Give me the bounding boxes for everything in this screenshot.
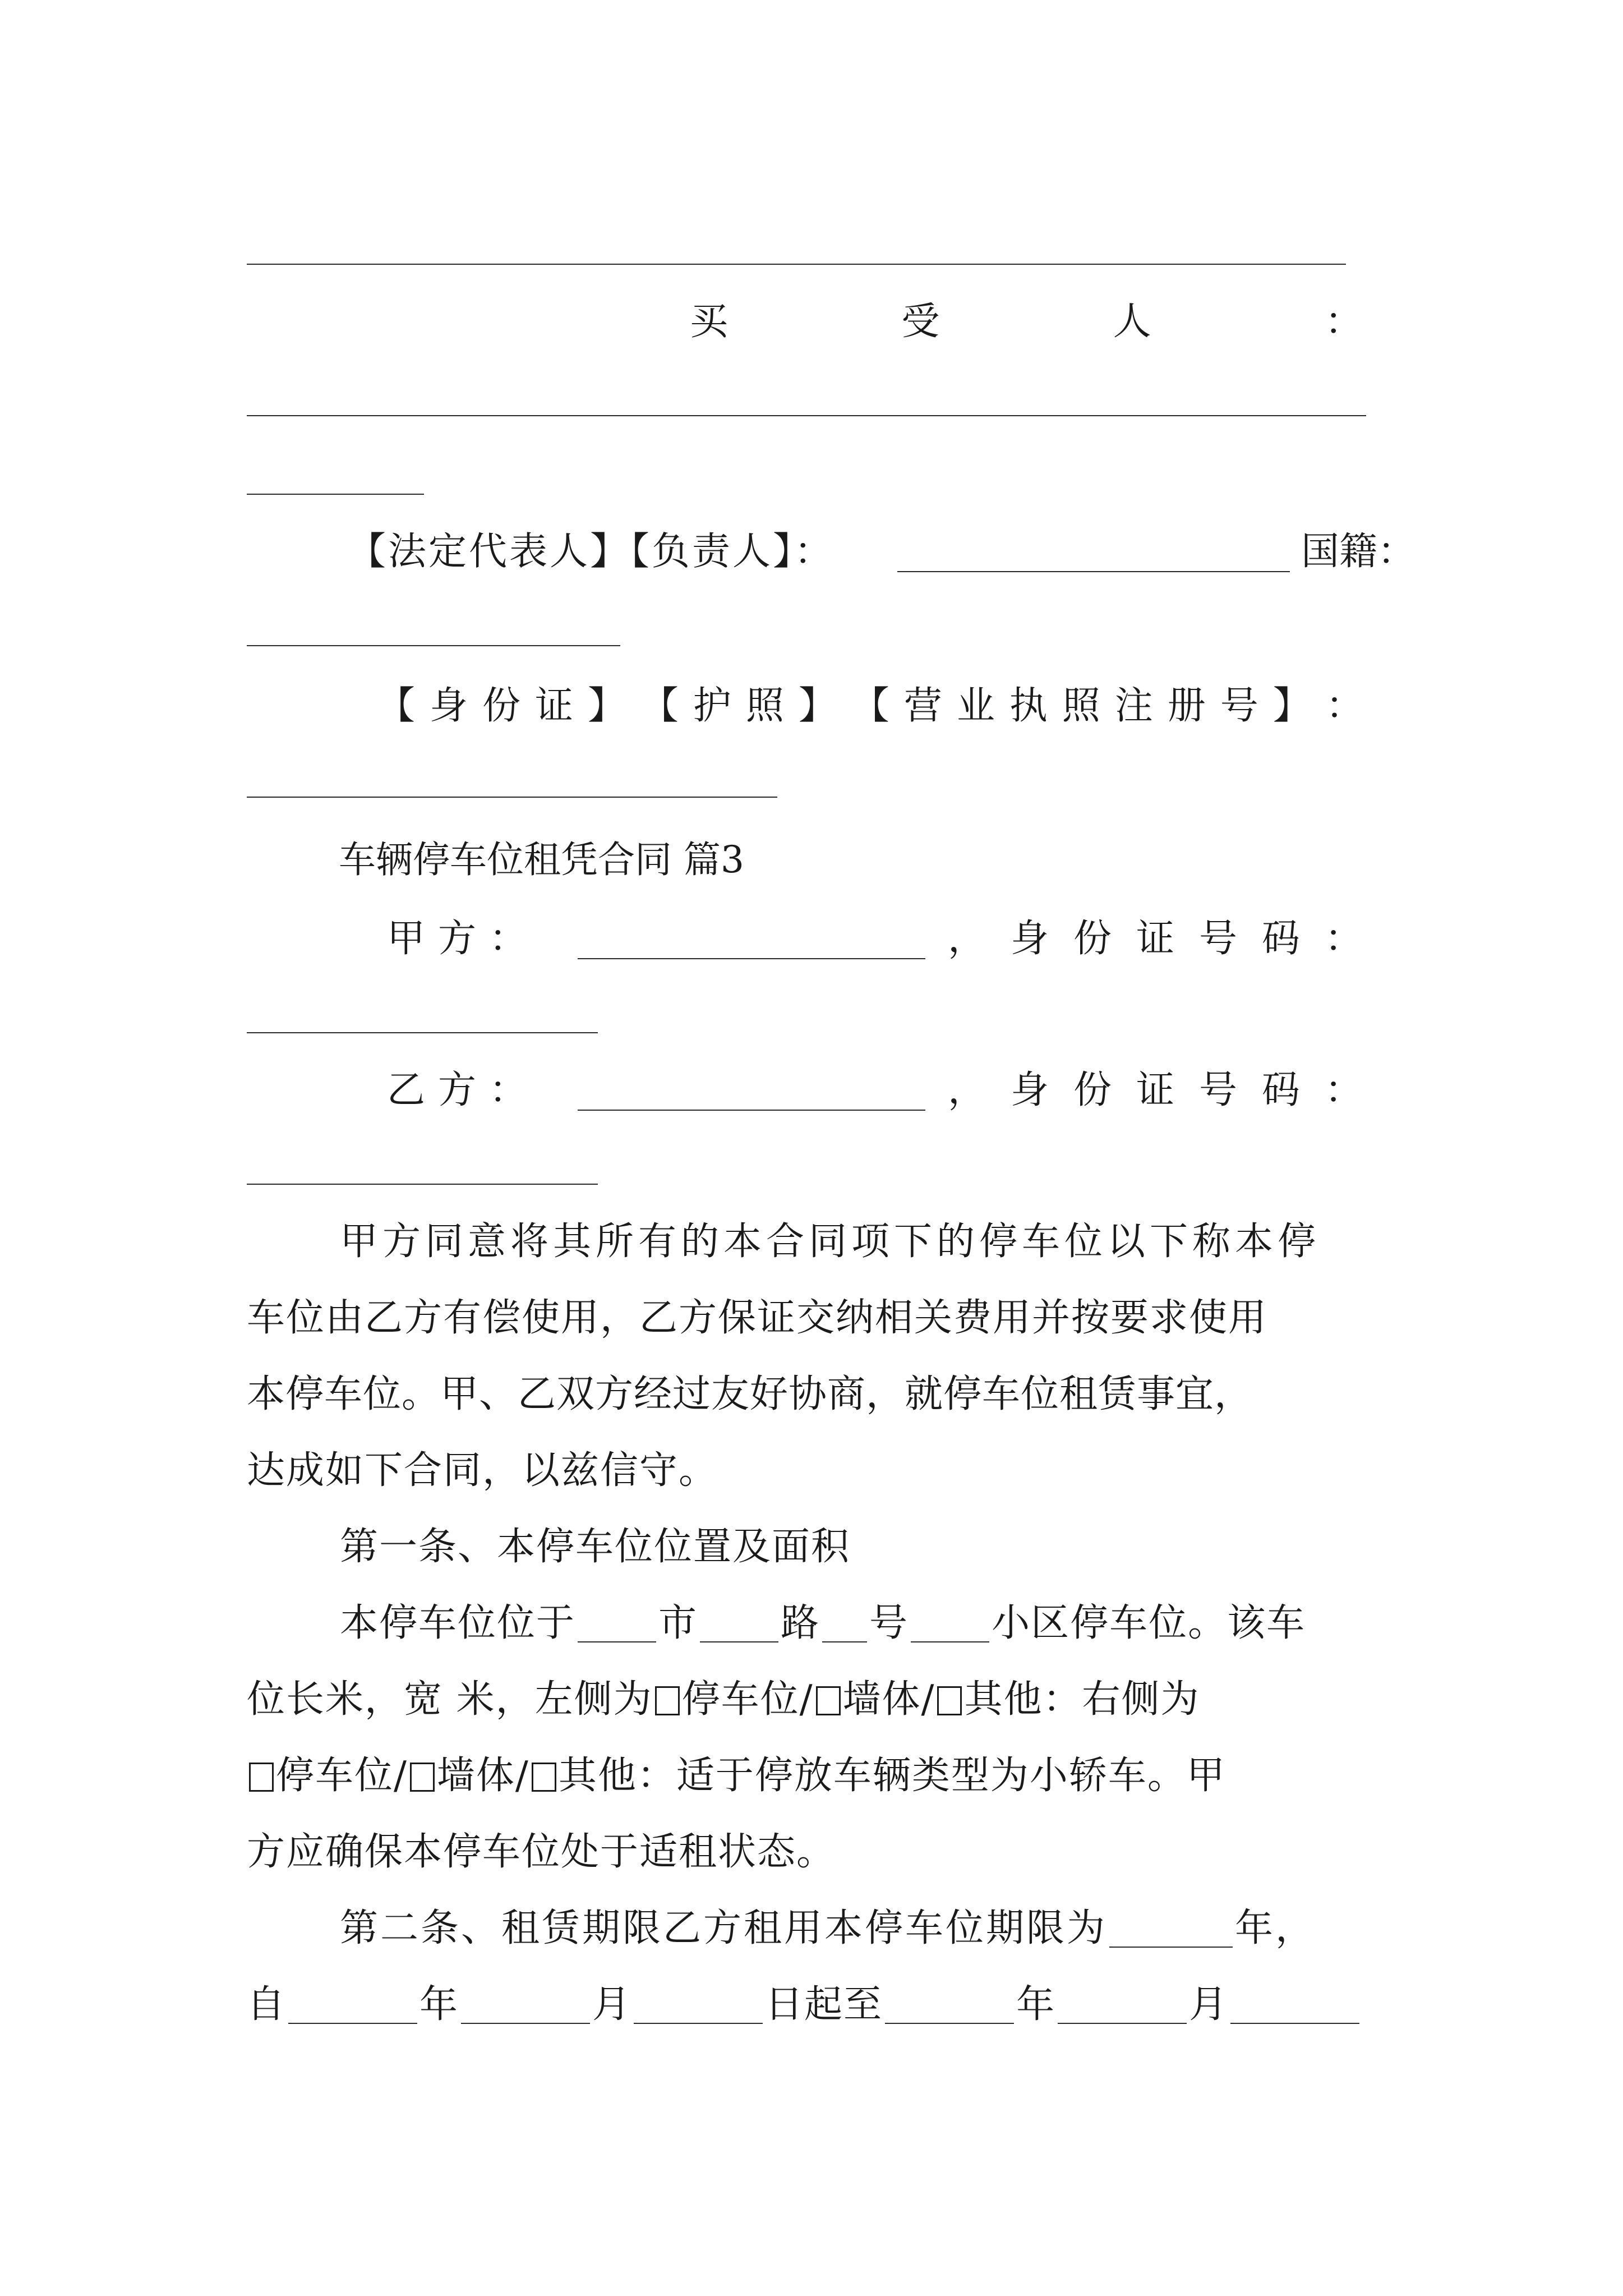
a1l2-c: 墙体/ [842,1677,935,1722]
id-char: 护 [693,684,731,728]
intro-line-1: 甲方同意将其所有的本合同项下的停车位以下称本停 [340,1220,1321,1264]
blank-years [1109,1914,1233,1948]
a1l1-c: 路 [781,1601,820,1645]
intro-line-4: 达成如下合同，以兹信守。 [247,1448,718,1493]
party-b-id-char: 份 [1073,1068,1112,1112]
checkbox[interactable] [816,1686,841,1715]
id-char: 【 [851,684,889,728]
rep-label: 【法定代表人】【负责人】： [348,530,835,574]
party-b-id-label [948,1068,1363,1112]
id-char: 照 [745,684,784,728]
id-line [377,684,1364,728]
article1-line-2 [247,1677,1200,1722]
id-char: 份 [482,684,520,728]
a1l1-a: 本停车位位于 [340,1601,576,1645]
article2-line-2 [247,1982,1362,2027]
a1l3-d: 其他：适于停放车辆类型为小轿车。甲 [558,1754,1226,1798]
id-char: 号 [1220,684,1258,728]
id-char: 证 [534,684,573,728]
article1-line-1 [340,1601,1306,1645]
a1l1-b: 市 [658,1601,698,1645]
blank-number [822,1609,867,1642]
party-a-blank [578,958,925,959]
party-a-char: ： [488,917,527,961]
party-a-id-char: 身 [1010,917,1049,961]
party-b-id-char: 号 [1198,1068,1237,1112]
id-char: 业 [956,684,995,728]
article1-line-3 [247,1754,1226,1798]
party-a-id-char: 份 [1073,917,1112,961]
blank-start-month [461,1990,590,2024]
buyer-line [690,300,1363,344]
buyer-char: 人 [1113,300,1151,344]
top-rule [247,264,1346,265]
party-a-label [387,917,527,961]
buyer-char: ： [1324,300,1363,344]
party-a-id-char: 证 [1136,917,1174,961]
blank-end-day [1230,1990,1359,2024]
a1l3-b: 停车位/ [276,1754,408,1798]
a2l2-d: 日起至 [765,1982,883,2027]
id-char: 身 [429,684,468,728]
party-b-id-char: ， [948,1068,986,1112]
id-blank [247,797,777,798]
buyer-char: 买 [690,300,728,344]
party-b-char: 方 [437,1068,476,1112]
blank-end-month [1058,1990,1187,2024]
party-b-id-char: 身 [1010,1068,1049,1112]
article2-line-1 [340,1906,1316,1950]
id-char: 【 [377,684,416,728]
a2l2-f: 月 [1189,1982,1229,2027]
party-a-id-char: ： [1324,917,1363,961]
intro-line-2: 车位由乙方有偿使用，乙方保证交纳相关费用并按要求使用 [247,1296,1268,1340]
checkbox[interactable] [249,1763,274,1792]
party-b-id-blank [247,1184,598,1185]
party-b-id-char: 证 [1136,1068,1174,1112]
party-b-blank [578,1110,925,1111]
blank-end-year [885,1990,1014,2024]
party-a-char: 甲 [387,917,426,961]
a1l2-d: 其他：右侧为 [964,1677,1200,1722]
party-b-label [387,1068,527,1112]
rep-blank [897,571,1290,572]
intro-line-3: 本停车位。甲、乙双方经过友好协商，就停车位租赁事宜， [247,1372,1253,1416]
party-b-char: ： [488,1068,527,1112]
a1l2-a: 位长米，宽 米，左侧为 [247,1677,653,1722]
a1l2-b: 停车位/ [681,1677,814,1722]
a1l1-e: 小区停车位。该车 [992,1601,1306,1645]
id-char: ： [1325,684,1364,728]
buyer-blank-line-2 [247,494,424,495]
checkbox[interactable] [410,1763,435,1792]
party-a-id-char: 码 [1261,917,1300,961]
id-char: 】 [587,684,626,728]
buyer-char: 受 [901,300,940,344]
blank-start-day [634,1990,763,2024]
id-char: 照 [1062,684,1100,728]
a2l2-e: 年 [1016,1982,1056,2027]
article1-line-4: 方应确保本停车位处于适租状态。 [247,1830,836,1874]
party-a-id-char: ， [948,917,986,961]
id-char: 】 [798,684,837,728]
id-char: 册 [1167,684,1206,728]
party-a-id-char: 号 [1198,917,1237,961]
section-title: 车辆停车位租凭合同 篇3 [339,838,744,881]
checkbox[interactable] [937,1686,962,1715]
party-b-id-char: ： [1324,1068,1363,1112]
buyer-blank-line [247,415,1366,416]
blank-city [578,1609,656,1642]
id-char: 执 [1009,684,1048,728]
id-char: 【 [640,684,679,728]
nationality-blank [247,645,620,646]
party-a-id-label [948,917,1363,961]
nationality-label: 国籍： [1301,530,1416,574]
article1-title: 第一条、本停车位位置及面积 [340,1525,851,1569]
blank-community [911,1609,989,1642]
a2l1-b: 年， [1235,1906,1316,1950]
a2l2-a: 自 [247,1982,287,2027]
a1l1-d: 号 [869,1601,909,1645]
a1l3-c: 墙体/ [436,1754,529,1798]
party-a-char: 方 [437,917,476,961]
a2l2-c: 月 [592,1982,632,2027]
blank-road [700,1609,778,1642]
id-char: 】 [1272,684,1311,728]
party-b-id-char: 码 [1261,1068,1300,1112]
party-b-char: 乙 [387,1068,426,1112]
id-char: 营 [903,684,942,728]
a2l1-a: 第二条、租赁期限乙方租用本停车位期限为 [340,1906,1108,1950]
blank-start-year [288,1990,417,2024]
id-char: 注 [1114,684,1153,728]
checkbox[interactable] [655,1686,680,1715]
checkbox[interactable] [532,1763,556,1792]
party-a-id-blank [247,1032,598,1033]
a2l2-b: 年 [419,1982,459,2027]
